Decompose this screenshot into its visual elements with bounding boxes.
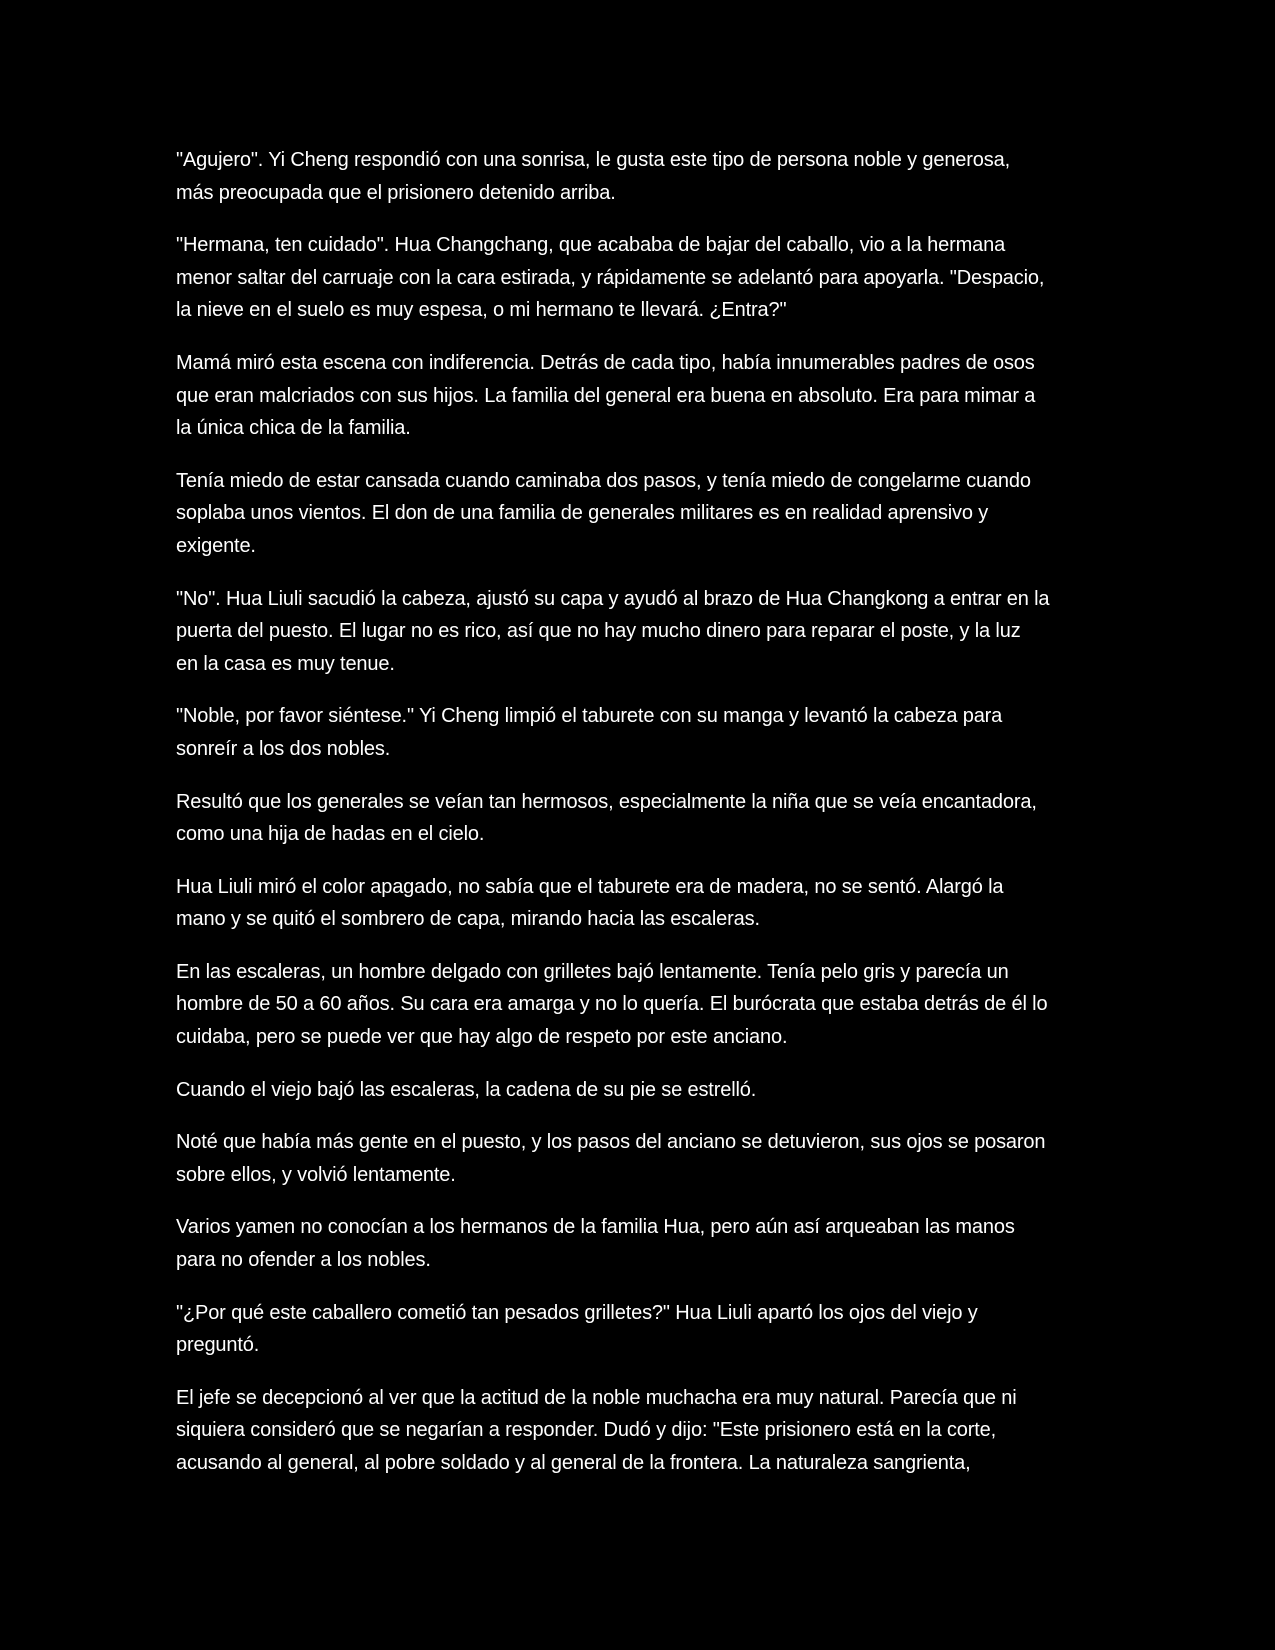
document-page bbox=[176, 144, 1116, 1500]
line: "No". Hua Liuli sacudió la cabeza, ajustó su capa y ayudó al brazo de Hua Changkong a entrar en la bbox=[176, 587, 1050, 610]
line: Cuando el viejo bajó las escaleras, la cadena de su pie se estrelló. bbox=[176, 1078, 757, 1101]
line: en la casa es muy tenue. bbox=[176, 652, 395, 675]
line: sonreír a los dos nobles. bbox=[176, 737, 391, 760]
line: exigente. bbox=[176, 534, 256, 557]
line: "¿Por qué este caballero cometió tan pesados grilletes?" Hua Liuli apartó los ojos del viejo y bbox=[176, 1301, 978, 1324]
paragraph-1 bbox=[176, 144, 1116, 209]
line: Tenía miedo de estar cansada cuando caminaba dos pasos, y tenía miedo de congelarme cuando bbox=[176, 469, 1031, 492]
paragraph-2 bbox=[176, 229, 1116, 327]
line: mano y se quitó el sombrero de capa, mirando hacia las escaleras. bbox=[176, 908, 760, 931]
line: soplaba unos vientos. El don de una familia de generales militares es en realidad aprensivo y bbox=[176, 502, 989, 525]
line: En las escaleras, un hombre delgado con grilletes bajó lentamente. Tenía pelo gris y parecía un bbox=[176, 960, 1009, 983]
line: la nieve en el suelo es muy espesa, o mi hermano te llevará. ¿Entra?" bbox=[176, 299, 787, 322]
line: Noté que había más gente en el puesto, y los pasos del anciano se detuvieron, sus ojos se posaron bbox=[176, 1131, 1046, 1154]
line: menor saltar del carruaje con la cara estirada, y rápidamente se adelantó para apoyarla. "Despacio, bbox=[176, 266, 1045, 289]
line: acusando al general, al pobre soldado y al general de la frontera. La naturaleza sangrienta, bbox=[176, 1452, 971, 1474]
line: como una hija de hadas en el cielo. bbox=[176, 823, 485, 846]
line: puerta del puesto. El lugar no es rico, así que no hay mucho dinero para reparar el poste, y la luz bbox=[176, 620, 1021, 643]
line: "Noble, por favor siéntese." Yi Cheng limpió el taburete con su manga y levantó la cabeza para bbox=[176, 705, 1003, 728]
line: para no ofender a los nobles. bbox=[176, 1249, 431, 1272]
paragraph-7 bbox=[176, 786, 1116, 851]
paragraph-13 bbox=[176, 1297, 1116, 1362]
line: cuidaba, pero se puede ver que hay algo de respeto por este anciano. bbox=[176, 1026, 788, 1049]
line: hombre de 50 a 60 años. Su cara era amarga y no lo quería. El burócrata que estaba detrás de él lo bbox=[176, 993, 1048, 1016]
line: que eran malcriados con sus hijos. La familia del general era buena en absoluto. Era para mimar a bbox=[176, 384, 1036, 407]
line: Resultó que los generales se veían tan hermosos, especialmente la niña que se veía encantadora, bbox=[176, 790, 1037, 813]
paragraph-5 bbox=[176, 583, 1116, 681]
line: siquiera consideró que se negarían a responder. Dudó y dijo: "Este prisionero está en la corte, bbox=[176, 1419, 997, 1442]
paragraph-10 bbox=[176, 1074, 1116, 1107]
line: preguntó. bbox=[176, 1334, 260, 1357]
line: más preocupada que el prisionero detenido arriba. bbox=[176, 181, 616, 204]
paragraph-12 bbox=[176, 1211, 1116, 1276]
paragraph-11 bbox=[176, 1126, 1116, 1191]
paragraph-14 bbox=[176, 1382, 1116, 1480]
line: "Hermana, ten cuidado". Hua Changchang, que acababa de bajar del caballo, vio a la hermana bbox=[176, 234, 1006, 257]
paragraph-8 bbox=[176, 871, 1116, 936]
line: sobre ellos, y volvió lentamente. bbox=[176, 1163, 456, 1186]
paragraph-9 bbox=[176, 956, 1116, 1054]
line: Hua Liuli miró el color apagado, no sabía que el taburete era de madera, no se sentó. Alargó la bbox=[176, 875, 1004, 898]
line: "Agujero". Yi Cheng respondió con una sonrisa, le gusta este tipo de persona noble y generosa, bbox=[176, 149, 1010, 171]
paragraph-6 bbox=[176, 700, 1116, 765]
paragraph-3 bbox=[176, 347, 1116, 445]
line: Varios yamen no conocían a los hermanos de la familia Hua, pero aún así arqueaban las manos bbox=[176, 1216, 1015, 1239]
line: Mamá miró esta escena con indiferencia. Detrás de cada tipo, había innumerables padres de osos bbox=[176, 351, 1035, 374]
line: la única chica de la familia. bbox=[176, 417, 411, 440]
line: El jefe se decepcionó al ver que la actitud de la noble muchacha era muy natural. Parecía que ni bbox=[176, 1386, 1017, 1409]
paragraph-4 bbox=[176, 465, 1116, 563]
